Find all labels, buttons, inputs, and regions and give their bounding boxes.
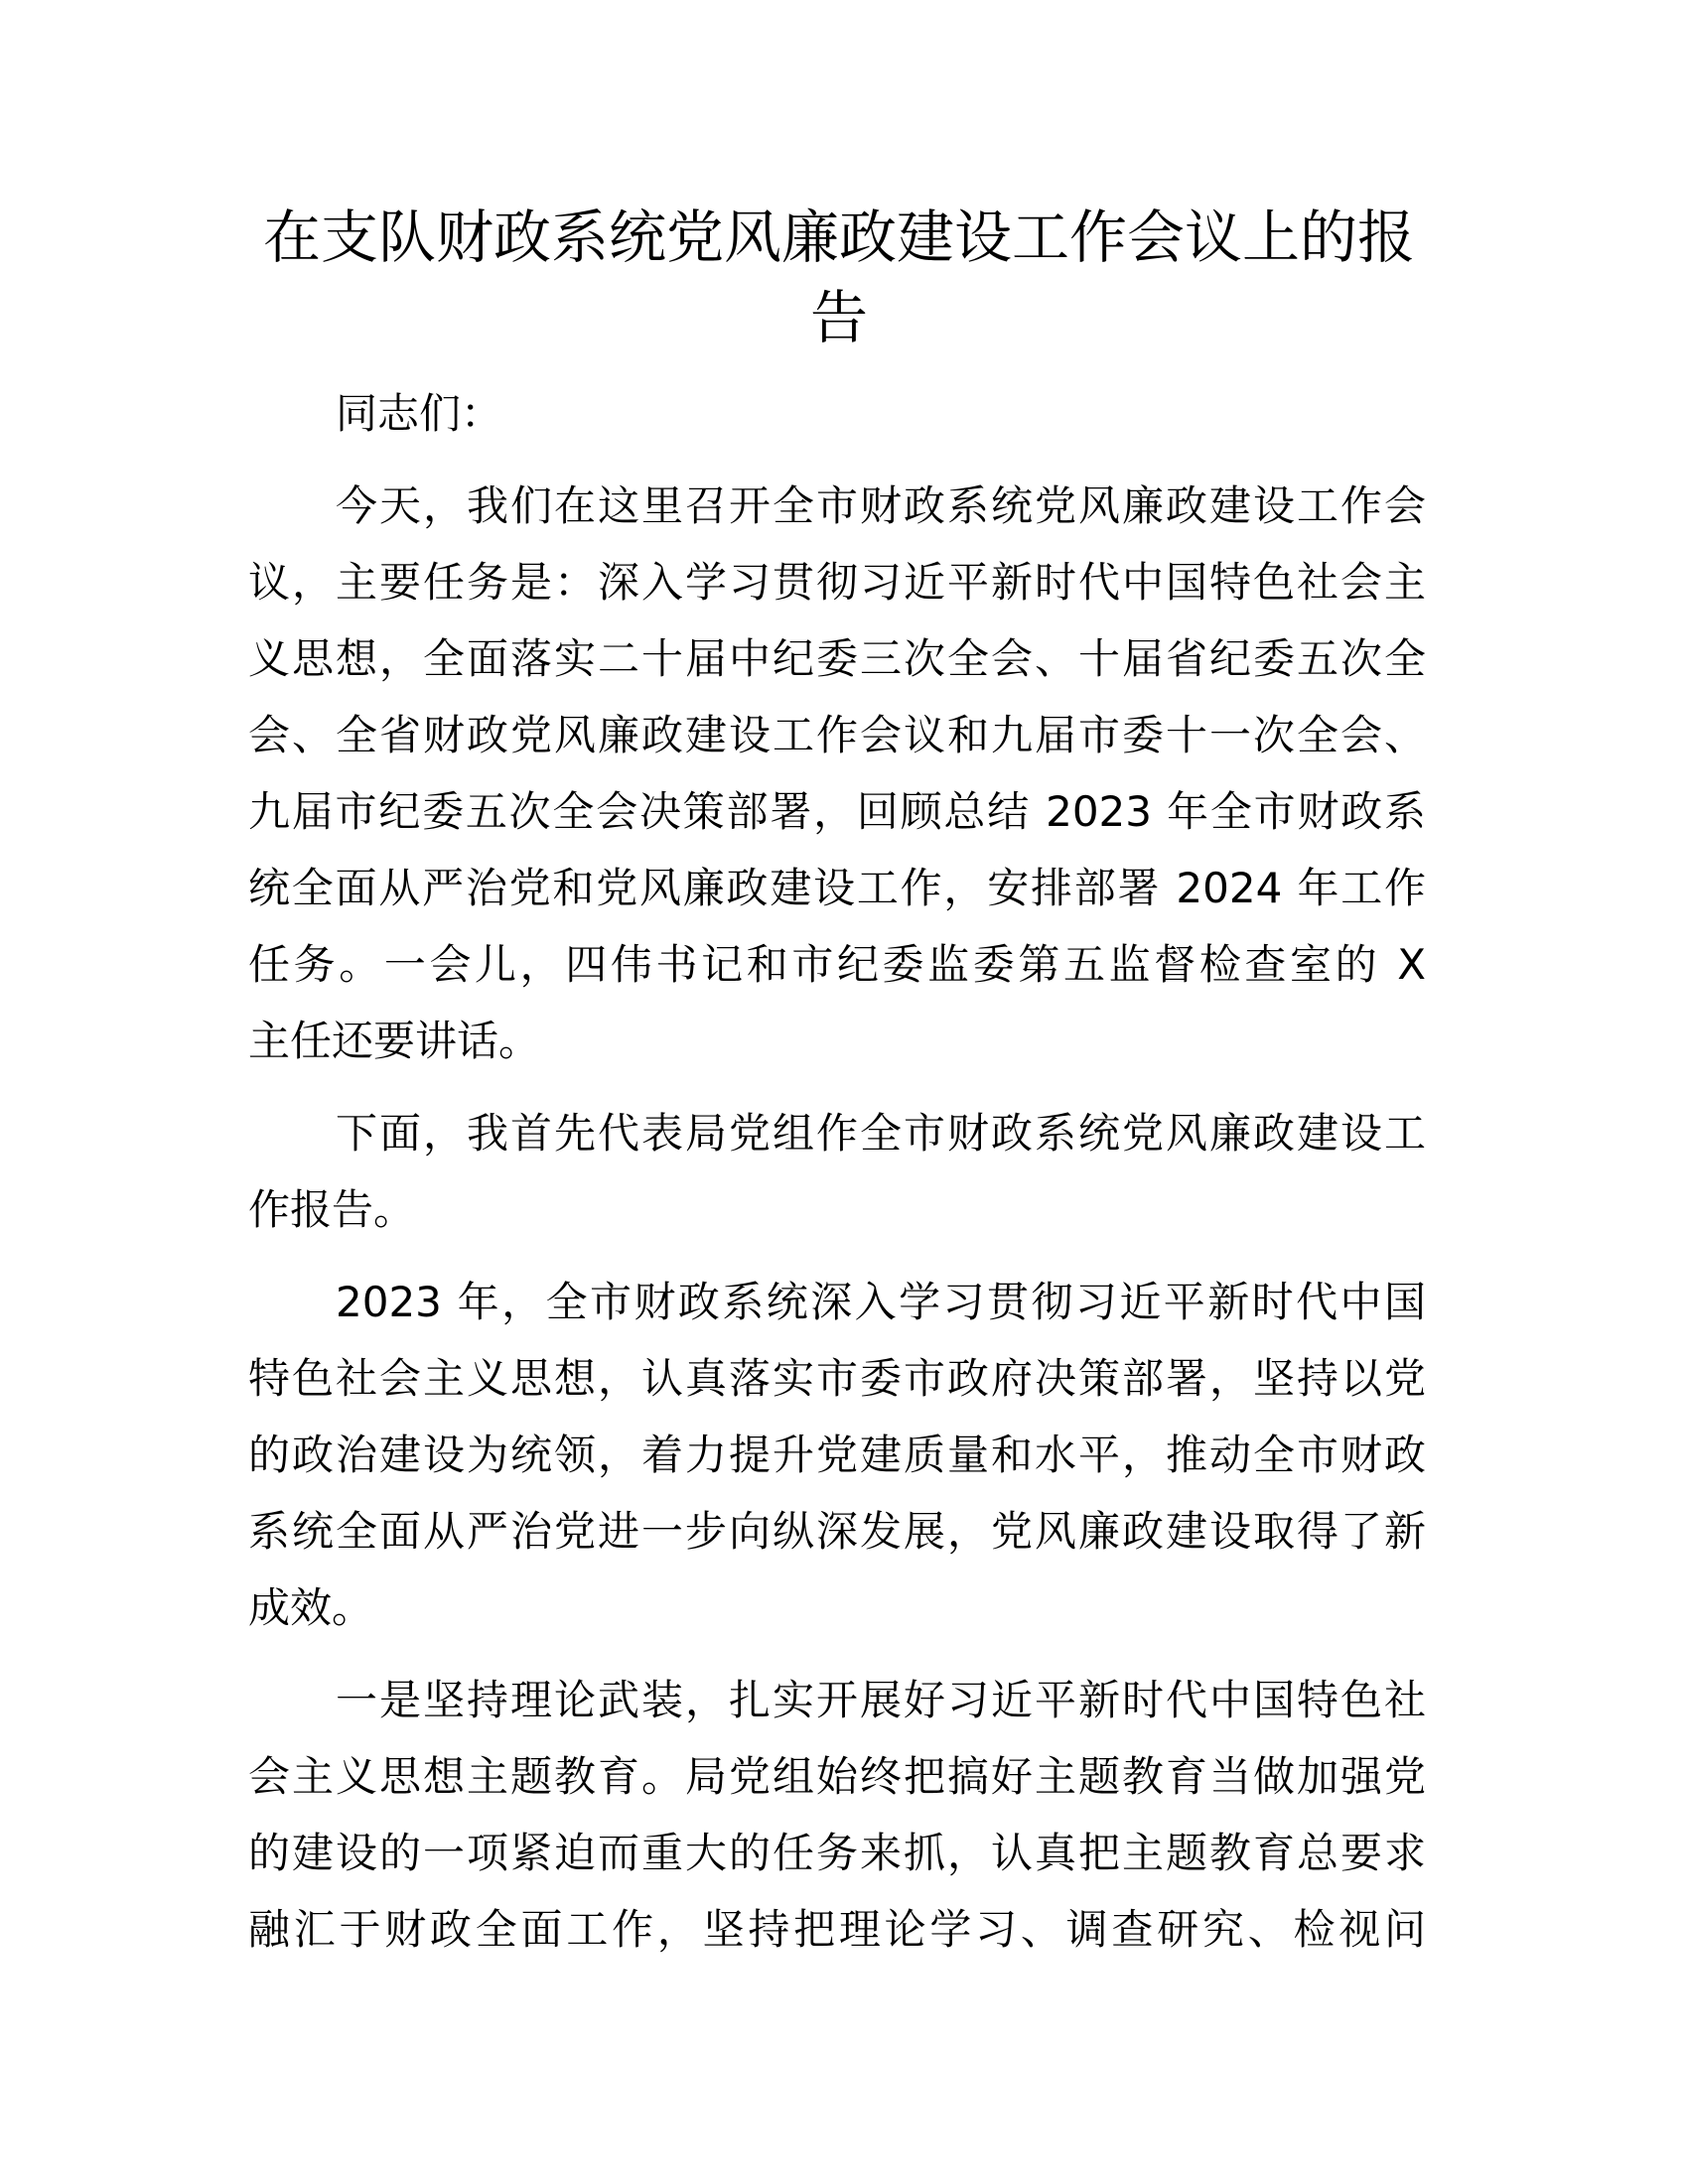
paragraph-line: 的政治建设为统领，着力提升党建质量和水平，推动全市财政 bbox=[248, 1431, 1426, 1479]
paragraph-line: 同志们： bbox=[336, 389, 503, 438]
title-line: 在支队财政系统党风廉政建设工作会议上的报 bbox=[262, 204, 1415, 271]
paragraph-line: 会、全省财政党风廉政建设工作会议和九届市委十一次全会、 bbox=[248, 711, 1426, 759]
paragraph-line: 主任还要讲话。 bbox=[248, 1017, 541, 1065]
paragraph-line: 统全面从严治党和党风廉政建设工作，安排部署 2024 年工作 bbox=[248, 864, 1426, 912]
paragraph-line: 2023 年，全市财政系统深入学习贯彻习近平新时代中国 bbox=[336, 1278, 1426, 1326]
paragraph-line: 义思想，全面落实二十届中纪委三次全会、十届省纪委五次全 bbox=[248, 634, 1426, 683]
salutation bbox=[248, 375, 1426, 452]
paragraph bbox=[248, 1264, 1426, 1646]
document-body bbox=[248, 375, 1426, 1983]
paragraph-line: 会主义思想主题教育。局党组始终把搞好主题教育当做加强党 bbox=[248, 1752, 1426, 1801]
paragraph-line: 特色社会主义思想，认真落实市委市政府决策部署，坚持以党 bbox=[248, 1354, 1426, 1403]
paragraph-line: 任务。一会儿，四伟书记和市纪委监委第五监督检查室的 X bbox=[248, 940, 1426, 989]
paragraph-line: 议，主要任务是：深入学习贯彻习近平新时代中国特色社会主 bbox=[248, 558, 1426, 607]
paragraph-line: 一是坚持理论武装，扎实开展好习近平新时代中国特色社 bbox=[336, 1676, 1426, 1724]
paragraph-line: 下面，我首先代表局党组作全市财政系统党风廉政建设工 bbox=[336, 1109, 1426, 1158]
document-title bbox=[248, 198, 1430, 358]
paragraph-line: 九届市纪委五次全会决策部署，回顾总结 2023 年全市财政系 bbox=[248, 787, 1426, 836]
paragraph bbox=[248, 1662, 1426, 1968]
paragraph bbox=[248, 1095, 1426, 1248]
paragraph-line: 作报告。 bbox=[248, 1185, 416, 1234]
paragraph-line: 的建设的一项紧迫而重大的任务来抓，认真把主题教育总要求 bbox=[248, 1829, 1426, 1877]
paragraph bbox=[248, 468, 1426, 1079]
title-line: 告 bbox=[809, 284, 868, 351]
paragraph-line: 今天，我们在这里召开全市财政系统党风廉政建设工作会 bbox=[336, 481, 1426, 530]
paragraph-line: 融汇于财政全面工作，坚持把理论学习、调查研究、检视问 bbox=[248, 1905, 1426, 1954]
paragraph-line: 系统全面从严治党进一步向纵深发展，党风廉政建设取得了新 bbox=[248, 1507, 1426, 1556]
paragraph-line: 成效。 bbox=[248, 1583, 374, 1632]
